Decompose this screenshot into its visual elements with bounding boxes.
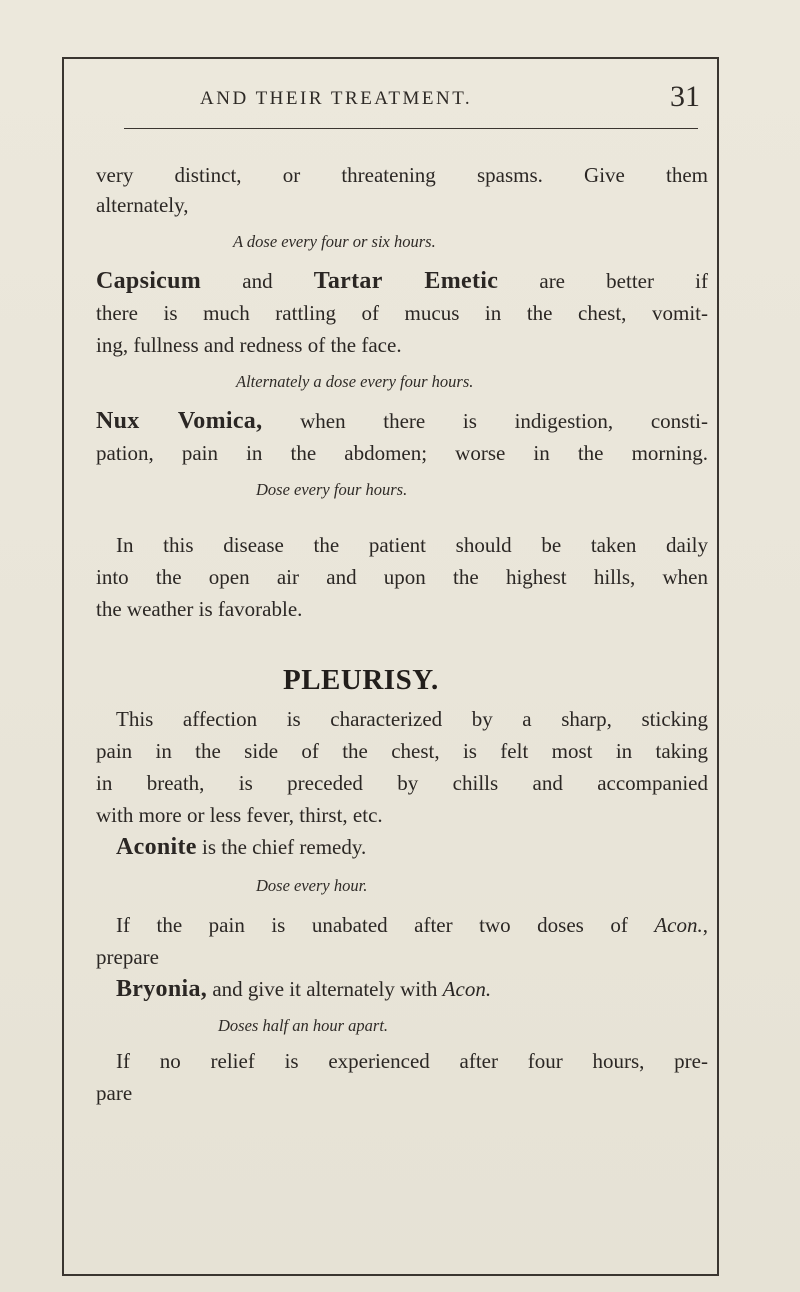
text-run: If the pain is unabated after two doses of	[116, 913, 655, 937]
frame-top-border	[62, 57, 718, 59]
abbreviation: Acon.	[654, 913, 703, 937]
section-title: PLEURISY.	[283, 664, 439, 696]
text-run: and give it alternately with	[207, 977, 443, 1001]
dose-instruction: Doses half an hour apart.	[218, 1016, 389, 1035]
text-line: This affection is characterized by a sharp, sticking	[116, 707, 708, 731]
text-line: in breath, is preceded by chills and accompanied	[96, 771, 708, 795]
text-line: with more or less fever, thirst, etc.	[96, 803, 383, 827]
text-line: If no relief is experienced after four hours, pre-	[116, 1049, 708, 1073]
text-line: pain in the side of the chest, is felt most in taking	[96, 739, 708, 763]
text-line	[116, 832, 728, 862]
text-run: is the chief remedy.	[196, 835, 367, 859]
connector-text: and	[201, 269, 314, 293]
text-line: alternately,	[96, 193, 189, 217]
text-line	[96, 266, 708, 296]
text-line: In this disease the patient should be taken daily	[116, 533, 708, 557]
frame-right-border	[717, 57, 719, 1275]
text-line: the weather is favorable.	[96, 597, 303, 621]
page-number: 31	[670, 80, 700, 113]
remedy-name: Tartar Emetic	[313, 268, 499, 294]
text-run: when there is indigestion, consti-	[262, 409, 708, 433]
text-line: very distinct, or threatening spasms. Give them	[96, 163, 708, 187]
text-line: into the open air and upon the highest hills, when	[96, 565, 708, 589]
text-run: are better if	[498, 269, 708, 293]
remedy-name: Aconite	[116, 834, 197, 860]
running-head: AND THEIR TREATMENT.	[200, 88, 473, 109]
text-line: pation, pain in the abdomen; worse in the morning.	[96, 441, 708, 465]
dose-instruction: Dose every hour.	[256, 876, 368, 895]
text-line	[116, 974, 728, 1004]
text-line: ing, fullness and redness of the face.	[96, 333, 402, 357]
dose-instruction: Dose every four hours.	[256, 480, 408, 499]
remedy-name: Nux Vomica,	[96, 408, 263, 434]
text-run: ,	[702, 913, 708, 937]
text-line	[96, 406, 708, 436]
text-line: there is much rattling of mucus in the chest, vomit-	[96, 301, 708, 325]
header-rule	[124, 128, 698, 129]
dose-instruction: A dose every four or six hours.	[233, 232, 436, 251]
frame-left-border	[62, 57, 64, 1275]
frame-bottom-border	[62, 1274, 719, 1276]
remedy-name: Capsicum	[96, 268, 202, 294]
dose-instruction: Alternately a dose every four hours.	[236, 372, 474, 391]
text-line: prepare	[96, 945, 159, 969]
text-line: pare	[96, 1081, 133, 1105]
abbreviation: Acon.	[442, 977, 492, 1001]
remedy-name: Bryonia,	[116, 976, 208, 1002]
text-line	[116, 910, 708, 940]
